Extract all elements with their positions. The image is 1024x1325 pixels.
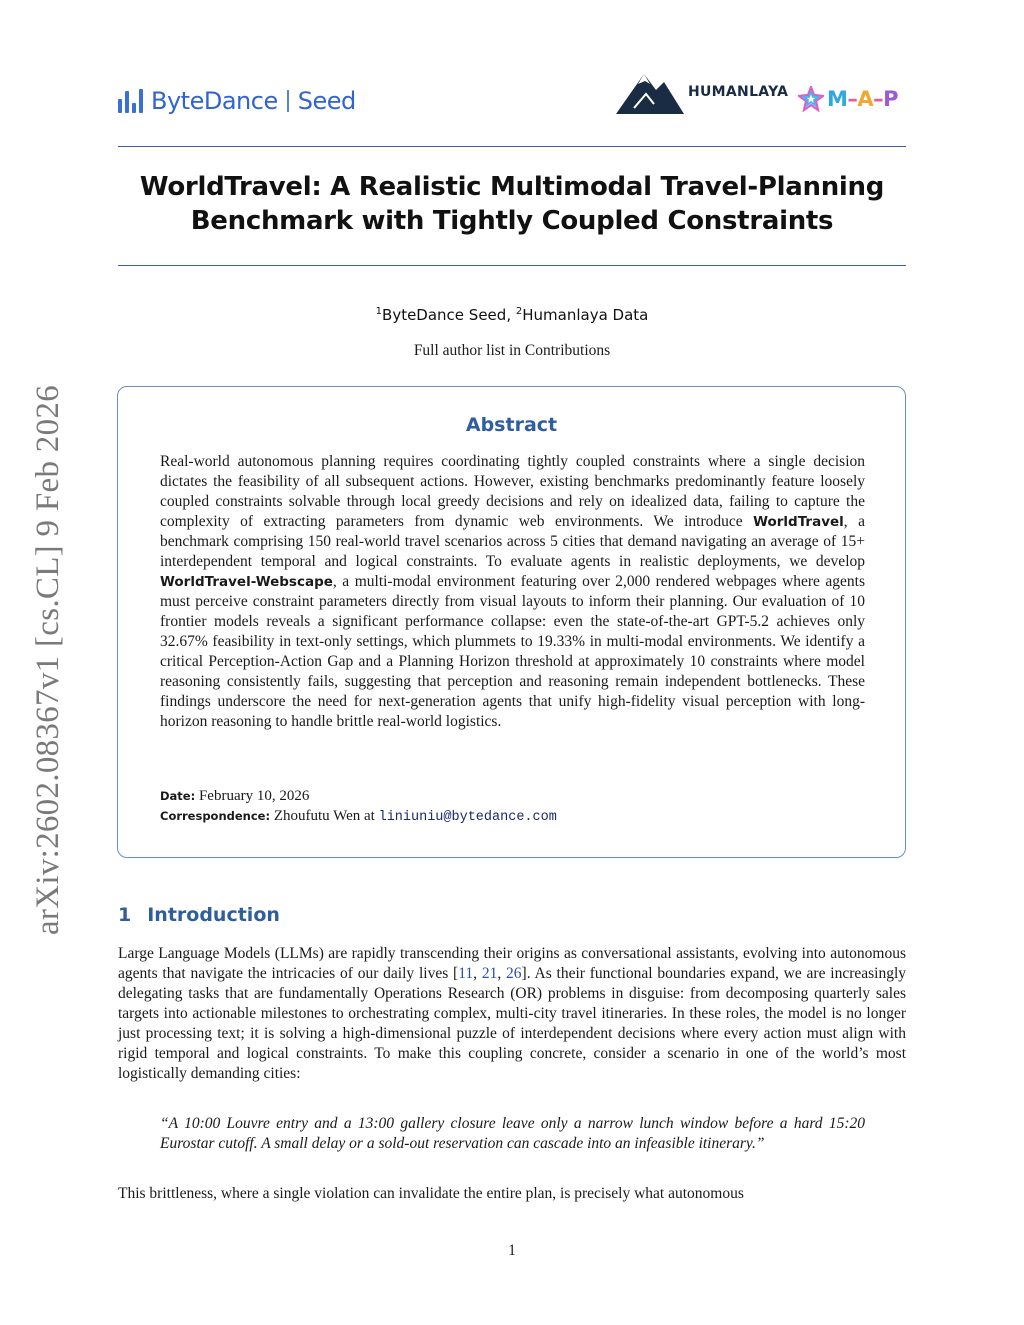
title-line-2: Benchmark with Tightly Coupled Constraints	[190, 206, 834, 236]
abstract-part-3: , a multi-modal environment featuring over 2,000 rendered webpages where agents must perceive constraint parameters directly from visual layouts to inform their planning. Our evaluation of 10 frontier models reveals a significant performance collapse: even the state-of-the-art GPT-5.2 achieves only 32.67% feasibility in text-only settings, which plummets to 19.33% in multi-modal environments. We identify a critical Perception-Action Gap and a Planning Horizon threshold at approximately 10 constraints where model reasoning consistently fails, suggesting that perception and reasoning remain independent bottlenecks. These findings underscore the need for next-generation agents that unify high-fidelity visual perception with long-horizon reasoning to handle brittle real-world logistics.	[160, 573, 865, 730]
date-line	[160, 788, 309, 805]
bytedance-bars-icon	[118, 89, 143, 113]
section-number: 1	[118, 904, 132, 926]
humanlaya-wordmark: HUMANLAYA	[688, 84, 789, 100]
affil-org-1: ByteDance Seed	[382, 306, 507, 324]
intro-paragraph-2: This brittleness, where a single violation can invalidate the entire plan, is precisely what autonomous	[118, 1185, 744, 1202]
citation-link[interactable]: 11	[458, 965, 474, 982]
logo-separator	[287, 90, 289, 112]
bytedance-seed-logo	[118, 86, 356, 116]
cite-sep: ,	[473, 965, 482, 982]
affil-sup-2: 2	[515, 306, 523, 317]
intro-quote: “A 10:00 Louvre entry and a 13:00 gallery closure leave only a narrow lunch window before a hard 15:20 Eurostar cutoff. A small delay or a sold-out reservation can cascade into an infeasible itinerary.”	[160, 1115, 865, 1152]
date-label: Date:	[160, 789, 196, 803]
arxiv-identifier-stamp: arXiv:2602.08367v1 [cs.CL] 9 Feb 2026	[30, 384, 66, 936]
intro-text-a: Large Language Models (LLMs) are rapidly transcending their origins as conversational assistants, evolving into autonomous agents that navigate the intricacies of our daily lives [	[118, 945, 906, 982]
affil-sep: ,	[506, 306, 516, 324]
environment-name: WorldTravel-Webscape	[160, 574, 333, 590]
abstract-text	[160, 452, 865, 732]
correspondence-label: Correspondence:	[160, 809, 271, 823]
section-title: Introduction	[147, 904, 280, 926]
citation-link[interactable]: 21	[481, 965, 498, 982]
map-wordmark: M–A–P	[827, 87, 899, 111]
affil-sup-1: 1	[375, 306, 383, 317]
intro-text-b: ]. As their functional boundaries expand, we are increasingly delegating tasks that are fundamentally Operations Research (OR) problems in disguise: from decomposing quarterly sales targets into actionable milestones to orchestrating complex, multi-city travel itineraries. In these roles, the model is no longer just processing text; it is solving a high-dimensional puzzle of interdependent decisions where every action must align with rigid temporal and logical constraints. To make this coupling concrete, consider a scenario in one of the world’s most logistically demanding cities:	[118, 965, 907, 1082]
map-star-icon	[798, 86, 824, 112]
correspondence-name: Zhoufutu Wen at	[273, 808, 379, 824]
header-rule-top	[118, 146, 906, 147]
benchmark-name: WorldTravel	[753, 514, 844, 530]
seed-wordmark: Seed	[297, 87, 356, 115]
abstract-part-2: , a benchmark comprising 150 real-world travel scenarios across 5 cities that demand navigating an average of 15+ interdependent temporal and logical constraints. To evaluate agents in realistic deployments, we develop	[160, 513, 865, 570]
correspondence-line	[160, 808, 557, 825]
affiliations	[118, 306, 906, 324]
abstract-part-1: Real-world autonomous planning requires coordinating tightly coupled constraints where a single decision dictates the feasibility of all subsequent actions. However, existing benchmarks predominantly feature loosely coupled constraints solvable through local greedy decisions and rely on idealized data, failing to capture the complexity of extracting parameters from dynamic web environments. We introduce	[160, 453, 865, 530]
paper-title	[118, 170, 906, 238]
affil-org-2: Humanlaya Data	[522, 306, 649, 324]
map-logo	[798, 86, 898, 112]
cite-sep: ,	[497, 965, 507, 982]
citation-link[interactable]: 26	[506, 965, 522, 982]
author-note: Full author list in Contributions	[413, 342, 611, 359]
section-heading-introduction	[118, 904, 280, 926]
abstract-heading: Abstract	[465, 414, 558, 436]
page-number: 1	[508, 1242, 516, 1259]
intro-paragraph-1	[118, 944, 906, 1084]
correspondence-email-link[interactable]: liniuniu@bytedance.com	[378, 810, 557, 825]
title-line-1: WorldTravel: A Realistic Multimodal Travel-Planning	[139, 172, 885, 202]
header-rule-bottom	[118, 265, 906, 266]
date-value: February 10, 2026	[198, 788, 310, 804]
bytedance-wordmark: ByteDance	[151, 87, 278, 115]
